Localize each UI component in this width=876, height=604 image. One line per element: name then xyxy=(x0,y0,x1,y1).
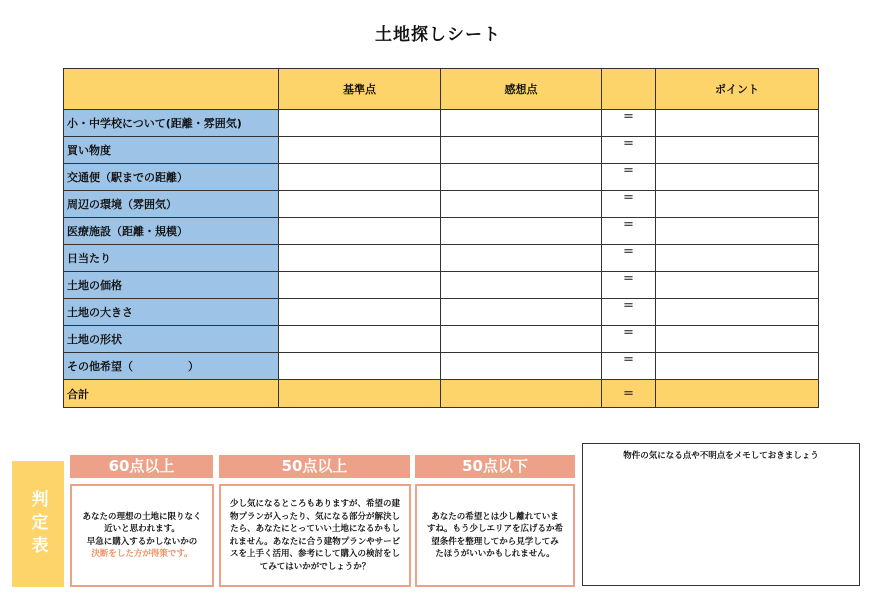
table-row xyxy=(64,245,819,272)
point-cell[interactable] xyxy=(656,164,819,191)
sheet-title: 土地探しシート xyxy=(375,25,501,45)
card-60-title: 60点以上 xyxy=(70,455,213,478)
table-row xyxy=(64,191,819,218)
card-50plus-line: れません。あなたに合う建物プランやサービ xyxy=(229,536,401,547)
impression-score-cell[interactable] xyxy=(441,326,602,353)
equals-sign: ＝ xyxy=(602,110,656,137)
impression-score-cell[interactable] xyxy=(441,191,602,218)
equals-sign: ＝ xyxy=(602,191,656,218)
point-cell[interactable] xyxy=(656,353,819,380)
card-60-line: あなたの理想の土地に限りなく xyxy=(82,511,202,522)
judgement-side-text: 判定表 xyxy=(27,489,48,559)
card-60-line: 早急に購入するかしないかの xyxy=(86,536,198,547)
table-row xyxy=(64,272,819,299)
card-50plus-line: てみてはいかがでしょうか？ xyxy=(259,561,371,572)
impression-score-cell[interactable] xyxy=(441,137,602,164)
base-score-cell[interactable] xyxy=(279,299,441,326)
point-cell[interactable] xyxy=(656,218,819,245)
impression-score-cell[interactable] xyxy=(441,272,602,299)
header-base-score: 基準点 xyxy=(279,69,441,110)
row-label: 日当たり xyxy=(64,245,279,272)
card-50minus-line: たほうがいいかもしれません。 xyxy=(435,549,555,559)
judgement-side-label xyxy=(12,461,64,587)
point-cell[interactable] xyxy=(656,272,819,299)
impression-score-cell[interactable] xyxy=(441,299,602,326)
impression-score-cell[interactable] xyxy=(441,245,602,272)
point-cell[interactable] xyxy=(656,110,819,137)
header-equals xyxy=(602,69,656,110)
card-50plus-title: 50点以上 xyxy=(219,455,410,478)
base-score-cell[interactable] xyxy=(279,191,441,218)
memo-box[interactable] xyxy=(582,443,860,586)
card-50plus-line: 物プランが入ったり、気になる部分が解決し xyxy=(229,511,400,522)
card-50minus-title: 50点以下 xyxy=(415,455,575,478)
impression-score-cell[interactable] xyxy=(441,218,602,245)
card-50minus-line: 望条件を整理してから見学してみ xyxy=(431,536,559,547)
row-label: 医療施設（距離・規模） xyxy=(64,218,279,245)
total-equals: ＝ xyxy=(602,380,656,408)
card-50plus-line: 少し気になるところもありますが、希望の建 xyxy=(229,499,400,509)
equals-sign: ＝ xyxy=(602,218,656,245)
row-label: 周辺の環境（雰囲気） xyxy=(64,191,279,218)
equals-sign: ＝ xyxy=(602,245,656,272)
table-header-row xyxy=(64,69,819,110)
header-item xyxy=(64,69,279,110)
total-row xyxy=(64,380,819,408)
card-50minus-body xyxy=(415,484,575,587)
card-50plus-line: スを上手く活用、参考にして購入の検討をし xyxy=(229,549,400,559)
header-impression-score: 感想点 xyxy=(441,69,602,110)
card-60-accent-line: 決断をした方が得策です。 xyxy=(91,549,193,559)
equals-sign: ＝ xyxy=(602,326,656,353)
impression-score-cell[interactable] xyxy=(441,353,602,380)
table-row xyxy=(64,110,819,137)
card-50plus-line: たら、あなたにとっていい土地になるかもし xyxy=(230,524,400,534)
equals-sign: ＝ xyxy=(602,299,656,326)
table-row xyxy=(64,326,819,353)
equals-sign: ＝ xyxy=(602,353,656,380)
row-label: 土地の価格 xyxy=(64,272,279,299)
point-cell[interactable] xyxy=(656,137,819,164)
table-row xyxy=(64,137,819,164)
point-cell[interactable] xyxy=(656,245,819,272)
row-label: 小・中学校について(距離・雰囲気) xyxy=(64,110,279,137)
score-table xyxy=(63,68,819,408)
base-score-cell[interactable] xyxy=(279,218,441,245)
row-label: その他希望（ ） xyxy=(64,353,279,380)
header-point: ポイント xyxy=(656,69,819,110)
table-row xyxy=(64,218,819,245)
total-point-cell[interactable] xyxy=(656,380,819,408)
base-score-cell[interactable] xyxy=(279,110,441,137)
row-label: 買い物度 xyxy=(64,137,279,164)
equals-sign: ＝ xyxy=(602,272,656,299)
base-score-cell[interactable] xyxy=(279,137,441,164)
total-impression-cell[interactable] xyxy=(441,380,602,408)
table-row xyxy=(64,164,819,191)
total-base-cell[interactable] xyxy=(279,380,441,408)
card-60-body xyxy=(70,484,214,587)
point-cell[interactable] xyxy=(656,326,819,353)
base-score-cell[interactable] xyxy=(279,353,441,380)
table-row xyxy=(64,299,819,326)
base-score-cell[interactable] xyxy=(279,245,441,272)
impression-score-cell[interactable] xyxy=(441,164,602,191)
card-50minus-line: すね。もう少しエリアを広げるか希 xyxy=(426,524,563,534)
equals-sign: ＝ xyxy=(602,137,656,164)
card-60-line: 近いと思われます。 xyxy=(104,524,180,534)
memo-label: 物件の気になる点や不明点をメモしておきましょう xyxy=(623,451,819,461)
impression-score-cell[interactable] xyxy=(441,110,602,137)
point-cell[interactable] xyxy=(656,191,819,218)
row-label: 交通便（駅までの距離） xyxy=(64,164,279,191)
row-label: 土地の形状 xyxy=(64,326,279,353)
equals-sign: ＝ xyxy=(602,164,656,191)
base-score-cell[interactable] xyxy=(279,164,441,191)
base-score-cell[interactable] xyxy=(279,272,441,299)
total-label: 合計 xyxy=(64,380,279,408)
table-row xyxy=(64,353,819,380)
card-50minus-line: あなたの希望とは少し離れていま xyxy=(431,511,559,522)
row-label: 土地の大きさ xyxy=(64,299,279,326)
base-score-cell[interactable] xyxy=(279,326,441,353)
point-cell[interactable] xyxy=(656,299,819,326)
card-50plus-body xyxy=(219,484,411,587)
